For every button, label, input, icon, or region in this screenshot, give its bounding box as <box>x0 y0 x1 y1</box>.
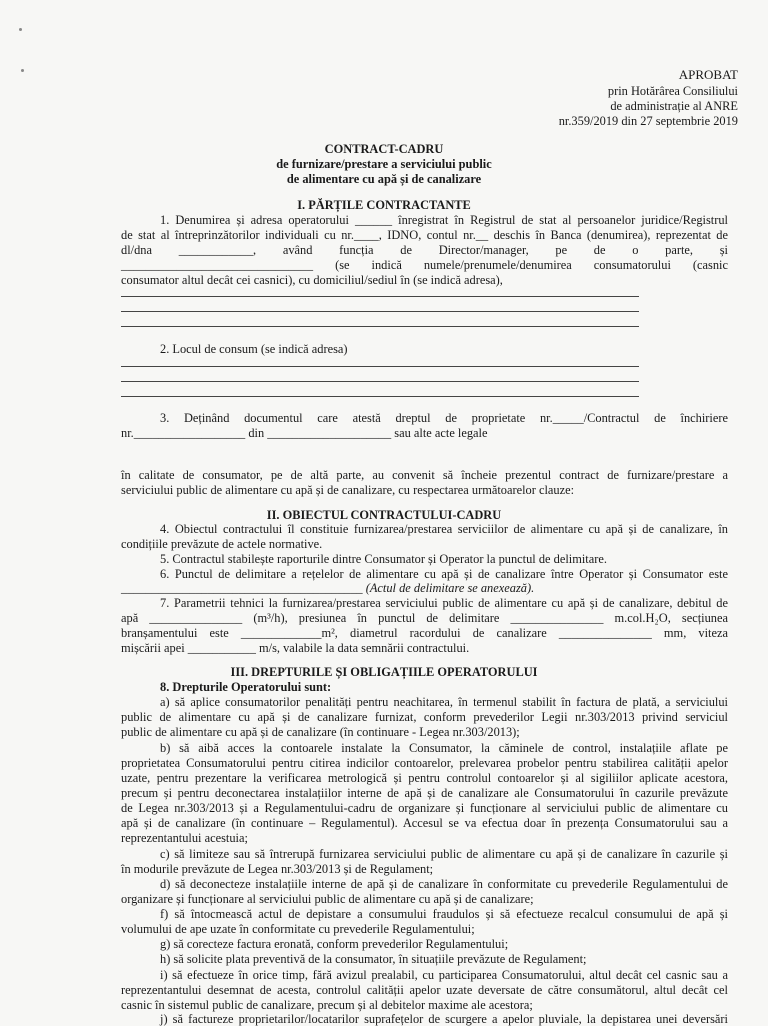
paragraph-line: d) să deconecteze instalațiile interne de apă și de canalizare în conformitate cu prevederile Regulamentului de <box>160 877 728 891</box>
paragraph-line: _______________________________ (se indică numele/prenumele/denumirea consumatorului (casnic <box>121 258 728 272</box>
blank-line <box>121 396 639 397</box>
paragraph-line: h) să solicite plata preventivă de la consumator, în situațiile prevăzute de Regulament; <box>160 952 587 966</box>
approval-line: de administrație al ANRE <box>610 99 738 113</box>
paragraph-line: precum și pentru deconectarea instalațiilor interne de apă și de canalizare ale Consumatorului în cazurile prevăzute <box>121 786 728 800</box>
blank-line <box>121 311 639 312</box>
blank-line <box>121 381 639 382</box>
approval-line: prin Hotărârea Consiliului <box>607 84 738 98</box>
scan-speck <box>19 28 22 31</box>
paragraph-line: mișcării apei ___________ m/s, valabile la data semnării contractului. <box>121 641 470 655</box>
paragraph-line: dl/dna ____________, având funcția de Director/manager, pe de o parte, și <box>121 243 728 257</box>
approval-line: APROBAT <box>678 67 738 82</box>
paragraph-line: public de alimentare cu apă și de canalizare furnizat, conform prevederilor Legii nr.303/2013 privind serviciul <box>121 710 728 724</box>
section-heading: III. DREPTURILE ȘI OBLIGAȚIILE OPERATORULUI <box>230 665 538 679</box>
title-line: de furnizare/prestare a serviciului public <box>276 157 492 171</box>
paragraph-line: de stat al întreprinzătorilor individuali cu nr.____, IDNO, contul nr.__ deschis în Banca (denumirea), reprezentat de <box>121 228 728 242</box>
paragraph-line: 5. Contractul stabilește raporturile dintre Consumator și Operator la punctul de delimitare. <box>160 552 607 566</box>
paragraph-line: 6. Punctul de delimitare a rețelelor de alimentare cu apă și de canalizare între Operator și Consumator este <box>160 567 728 581</box>
paragraph-line: branșamentului este _____________m², diametrul racordului de canalizare _______________ mm, viteza <box>121 626 728 640</box>
scan-speck <box>21 69 24 72</box>
paragraph-line: j) să factureze proprietarilor/locatarilor suprafețelor de scurgere a apelor pluviale, la depistarea unei deversări <box>160 1012 728 1026</box>
paragraph-line: casnic în sistemul public de canalizare, precum și al debitelor maxime ale acestora; <box>121 998 533 1012</box>
paragraph-line: b) să aibă acces la contoarele instalate la Consumator, la căminele de control, instalațiile aflate pe <box>160 741 728 755</box>
paragraph-line: uzate, pentru prezentare la verificarea metrologică și pentru controlul contoarelor și al sigiliilor aplicate acestora, <box>121 771 728 785</box>
paragraph-line: serviciului public de alimentare cu apă și de canalizare, cu respectarea următoarelor clauze: <box>121 483 575 497</box>
paragraph-line: 4. Obiectul contractului îl constituie furnizarea/prestarea serviciilor de alimentare cu apă și de canalizare, în <box>160 522 728 536</box>
section-heading: I. PĂRȚILE CONTRACTANTE <box>297 198 471 212</box>
paragraph-line: a) să aplice consumatorilor penalități pentru neachitarea, în termenul stabilit în factura de plată, a serviciului <box>160 695 728 709</box>
paragraph-line: volumului de ape uzate în conformitate cu prevederile Regulamentului; <box>121 922 475 936</box>
paragraph-line: apă și de canalizare (în continuare – Regulamentul). Accesul se va efectua doar în prezența Consumatorului sau a <box>121 816 728 830</box>
approval-line: nr.359/2019 din 27 septembrie 2019 <box>558 114 738 128</box>
paragraph-line: 3. Deținând documentul care atestă dreptul de proprietate nr._____/Contractul de închiriere <box>160 411 728 425</box>
paragraph-line: reprezentantului acestuia; <box>121 831 248 845</box>
paragraph-line: consumator altul decât cei casnici), cu domiciliul/sediul în (se indică adresa), <box>121 273 503 287</box>
paragraph-line: 1. Denumirea și adresa operatorului ______ înregistrat în Registrul de stat al persoanelor juridice/Registrul <box>160 213 728 227</box>
paragraph-line: în modurile prevăzute de Legea nr.303/2013 și de Regulament; <box>121 862 434 876</box>
paragraph-line: 2. Locul de consum (se indică adresa) <box>160 342 348 356</box>
paragraph-line: _______________________________________ (Actul de delimitare se anexează). <box>121 581 535 595</box>
paragraph-line: g) să corecteze factura eronată, conform prevederilor Regulamentului; <box>160 937 509 951</box>
title-line: de alimentare cu apă și de canalizare <box>286 172 482 186</box>
title-line: CONTRACT-CADRU <box>324 142 444 156</box>
paragraph-line: c) să limiteze sau să întrerupă furnizarea serviciului public de alimentare cu apă și de canalizare în cazurile și <box>160 847 728 861</box>
section-heading: II. OBIECTUL CONTRACTULUI-CADRU <box>266 508 502 522</box>
blank-line <box>121 296 639 297</box>
paragraph-line: apă _______________ (m³/h), presiunea în punctul de delimitare _______________ m.col.H₂O, secțiunea <box>121 611 728 625</box>
paragraph-line: public de alimentare cu apă și de canalizare (în continuare - Legea nr.303/2013); <box>121 725 520 739</box>
paragraph-line: 7. Parametrii tehnici la furnizarea/prestarea serviciului public de alimentare cu apă și de canalizare, debitul de <box>160 596 728 610</box>
paragraph-line: f) să întocmească actul de depistare a consumului fraudulos și să efectueze recalcul consumului de apă și <box>160 907 728 921</box>
blank-line <box>121 366 639 367</box>
paragraph-line: în calitate de consumator, pe de altă parte, au convenit să încheie prezentul contract de furnizare/prestare a <box>121 468 728 482</box>
paragraph-line: de Legea nr.303/2013 și a Regulamentului-cadru de organizare și funcționare al serviciului public de alimentare cu <box>121 801 728 815</box>
paragraph-line: nr.__________________ din ____________________ sau alte acte legale <box>121 426 488 440</box>
paragraph-line: proprietatea Consumatorului pentru citirea indicilor contoarelor, prelevarea probelor pentru stabilirea calității apelor <box>121 756 728 770</box>
subsection-heading: 8. Drepturile Operatorului sunt: <box>160 680 332 694</box>
paragraph-line: organizare și funcționare al serviciului public de alimentare cu apă și de canalizare; <box>121 892 534 906</box>
paragraph-line: condițiile prevăzute de actele normative. <box>121 537 323 551</box>
paragraph-line: reprezentantului desemnat de acesta, controlul calității apelor uzate deversate de către consumătorul, altul decât cel <box>121 983 728 997</box>
blank-line <box>121 326 639 327</box>
paragraph-line: i) să efectueze în orice timp, fără avizul prealabil, cu participarea Consumatorului, altul decât cel casnic sau a <box>160 968 728 982</box>
